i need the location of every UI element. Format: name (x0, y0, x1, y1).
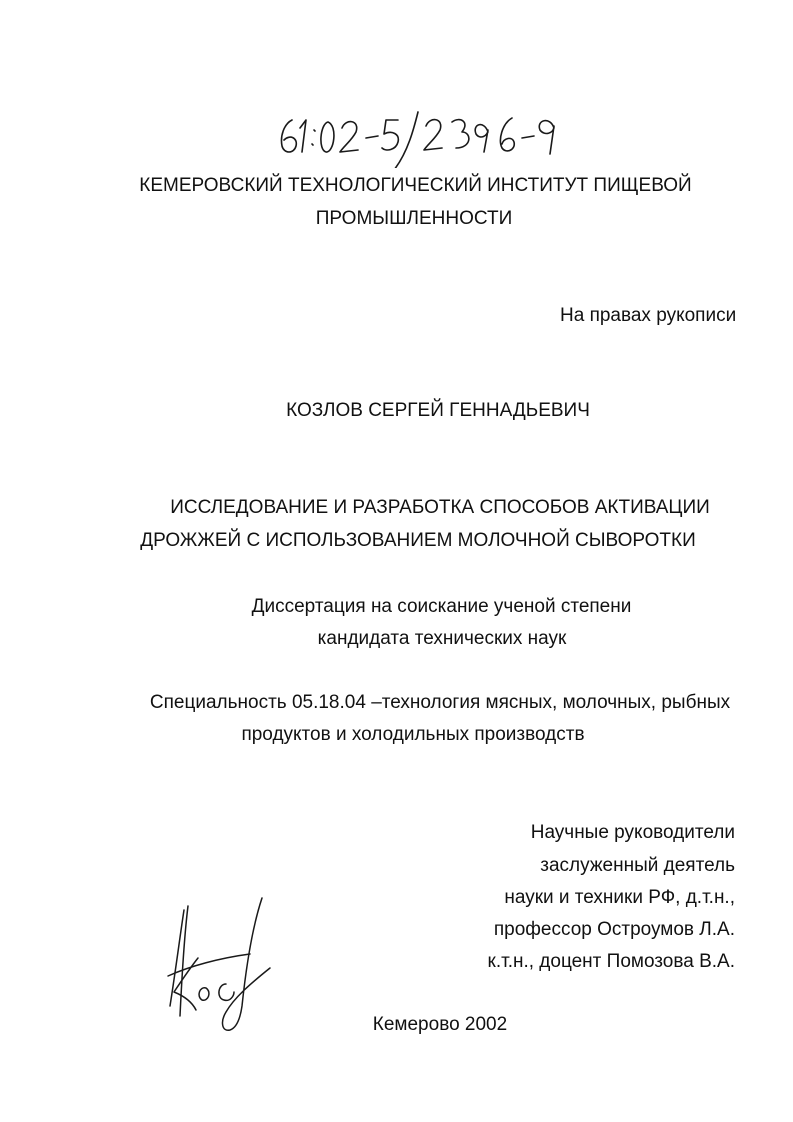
handwritten-number-image (270, 98, 600, 168)
handwritten-archive-number (270, 98, 600, 168)
supervisor-line-5: к.т.н., доцент Помозова В.А. (487, 951, 735, 972)
institute-name-line-1: КЕМЕРОВСКИЙ ТЕХНОЛОГИЧЕСКИЙ ИНСТИТУТ ПИЩЕВОЙ (139, 175, 692, 196)
manuscript-rights-note: На правах рукописи (560, 305, 737, 326)
city-and-year: Кемерово 2002 (372, 1014, 508, 1035)
dissertation-title-line-1: ИССЛЕДОВАНИЕ И РАЗРАБОТКА СПОСОБОВ АКТИВАЦИИ (170, 497, 710, 518)
supervisor-line-3: науки и техники РФ, д.т.н., (504, 887, 735, 908)
author-name: КОЗЛОВ СЕРГЕЙ ГЕННАДЬЕВИЧ (286, 400, 590, 421)
specialty-line-2: продуктов и холодильных производств (241, 724, 585, 745)
specialty-line-1: Специальность 05.18.04 –технология мясных, молочных, рыбных (149, 692, 731, 713)
degree-line-1: Диссертация на соискание ученой степени (251, 596, 632, 617)
institute-name-line-2: ПРОМЫШЛЕННОСТИ (315, 208, 513, 229)
supervisor-line-2: заслуженный деятель (540, 855, 735, 876)
degree-line-2: кандидата технических наук (317, 628, 567, 649)
supervisor-line-4: профессор Остроумов Л.А. (493, 919, 735, 940)
supervisors-heading: Научные руководители (530, 822, 735, 843)
dissertation-title-line-2: ДРОЖЖЕЙ С ИСПОЛЬЗОВАНИЕМ МОЛОЧНОЙ СЫВОРОТКИ (140, 530, 696, 551)
